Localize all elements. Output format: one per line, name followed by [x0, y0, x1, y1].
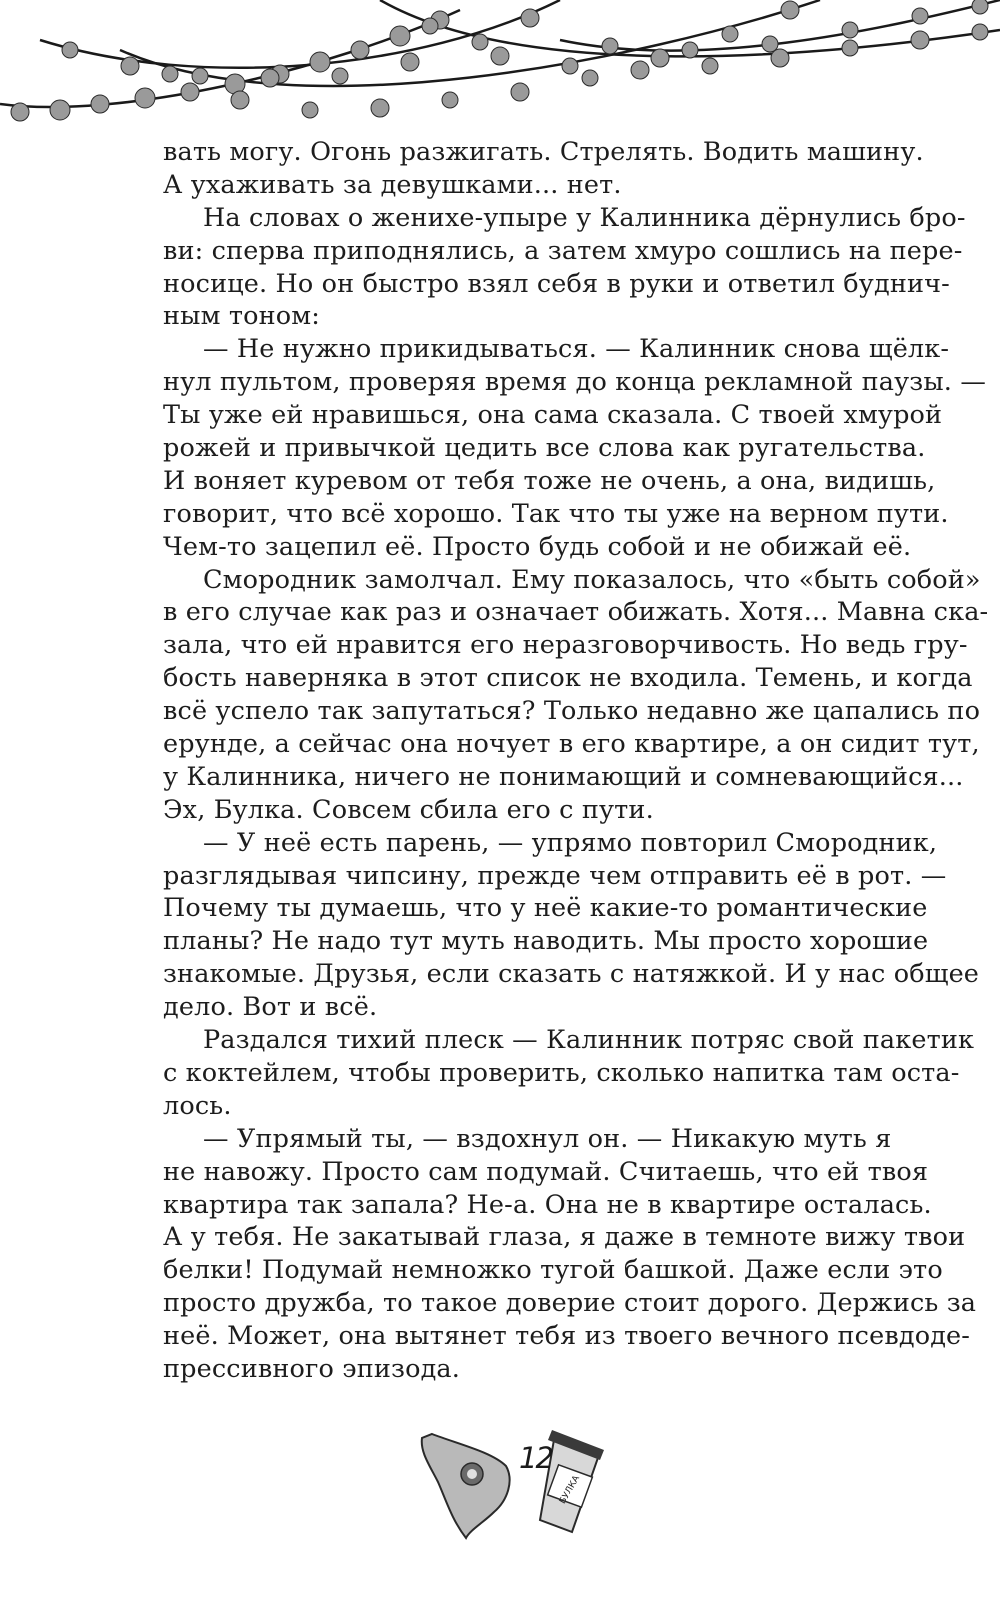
text-line: в его случае как раз и означает обижать. Хотя... Мавна ска- — [163, 597, 989, 628]
text-line: планы? Не надо тут муть наводить. Мы просто хорошие — [163, 926, 929, 957]
text-line: носице. Но он быстро взял себя в руки и ответил буднич- — [163, 268, 950, 299]
text-line: Раздался тихий плеск — Калинник потряс свой пакетик — [203, 1025, 975, 1056]
cup-label: БУЛКА — [557, 1474, 583, 1506]
text-line: бость наверняка в этот список не входила. Темень, и когда — [163, 663, 973, 694]
text-line: И воняет куревом от тебя тоже не очень, а она, видишь, — [163, 465, 936, 496]
text-line: квартира так запала? Не-а. Она не в квартире осталась. — [163, 1189, 932, 1220]
text-line: нул пультом, проверяя время до конца рекламной паузы. — — [163, 367, 986, 398]
text-line: Почему ты думаешь, что у неё какие-то романтические — [163, 893, 928, 924]
text-line: Эх, Булка. Совсем сбила его с пути. — [163, 794, 654, 825]
text-line: Чем-то зацепил её. Просто будь собой и не обижай её. — [163, 531, 912, 562]
text-line: разглядывая чипсину, прежде чем отправить её в рот. — — [163, 860, 947, 891]
text-line: А ухаживать за девушками... нет. — [163, 169, 622, 200]
garland-lights-decoration — [0, 0, 1000, 150]
text-line: у Калинника, ничего не понимающий и сомневающийся... — [163, 761, 964, 792]
text-line: Ты уже ей нравишься, она сама сказала. С твоей хмурой — [163, 400, 943, 431]
text-line: — Упрямый ты, — вздохнул он. — Никакую муть я — [203, 1123, 892, 1154]
text-line: — Не нужно прикидываться. — Калинник снова щёлк- — [203, 334, 950, 365]
text-line: — У неё есть парень, — упрямо повторил Смородник, — [203, 827, 938, 858]
text-line: лось. — [163, 1090, 232, 1121]
text-line: неё. Может, она вытянет тебя из твоего вечного псевдоде- — [163, 1321, 971, 1352]
pie-icon — [422, 1434, 510, 1538]
text-line: знакомые. Друзья, если сказать с натяжкой. И у нас общее — [163, 959, 980, 990]
text-line: ви: сперва приподнялись, а затем хмуро сошлись на пере- — [163, 235, 963, 266]
text-line: говорит, что всё хорошо. Так что ты уже на верном пути. — [163, 498, 949, 529]
text-line: белки! Подумай немножко тугой башкой. Даже если это — [163, 1255, 943, 1286]
text-line: всё успело так запутаться? Только недавно же цапались по — [163, 696, 981, 727]
text-line: рожей и привычкой цедить все слова как ругательства. — [163, 433, 926, 464]
text-line: ерунде, а сейчас она ночует в его квартире, а он сидит тут, — [163, 729, 980, 760]
text-line: дело. Вот и всё. — [163, 992, 378, 1023]
footer-decoration — [0, 1430, 1000, 1540]
text-line: просто дружба, то такое доверие стоит дорого. Держись за — [163, 1288, 977, 1319]
text-line: зала, что ей нравится его неразговорчивость. Но ведь гру- — [163, 630, 968, 661]
text-line: На словах о женихе-упыре у Калинника дёрнулись бро- — [203, 202, 966, 233]
text-line: Смородник замолчал. Ему показалось, что «быть собой» — [203, 564, 981, 595]
page-number: 12 — [519, 1441, 552, 1475]
text-line: с коктейлем, чтобы проверить, сколько напитка там оста- — [163, 1057, 960, 1088]
main-text — [163, 136, 989, 1386]
text-line: прессивного эпизода. — [163, 1353, 461, 1384]
text-line: ным тоном: — [163, 301, 320, 332]
text-line: не навожу. Просто сам подумай. Считаешь, что ей твоя — [163, 1156, 929, 1187]
text-line: вать могу. Огонь разжигать. Стрелять. Водить машину. — [163, 137, 924, 167]
text-line: А у тебя. Не закатывай глаза, я даже в темноте вижу твои — [163, 1222, 966, 1253]
